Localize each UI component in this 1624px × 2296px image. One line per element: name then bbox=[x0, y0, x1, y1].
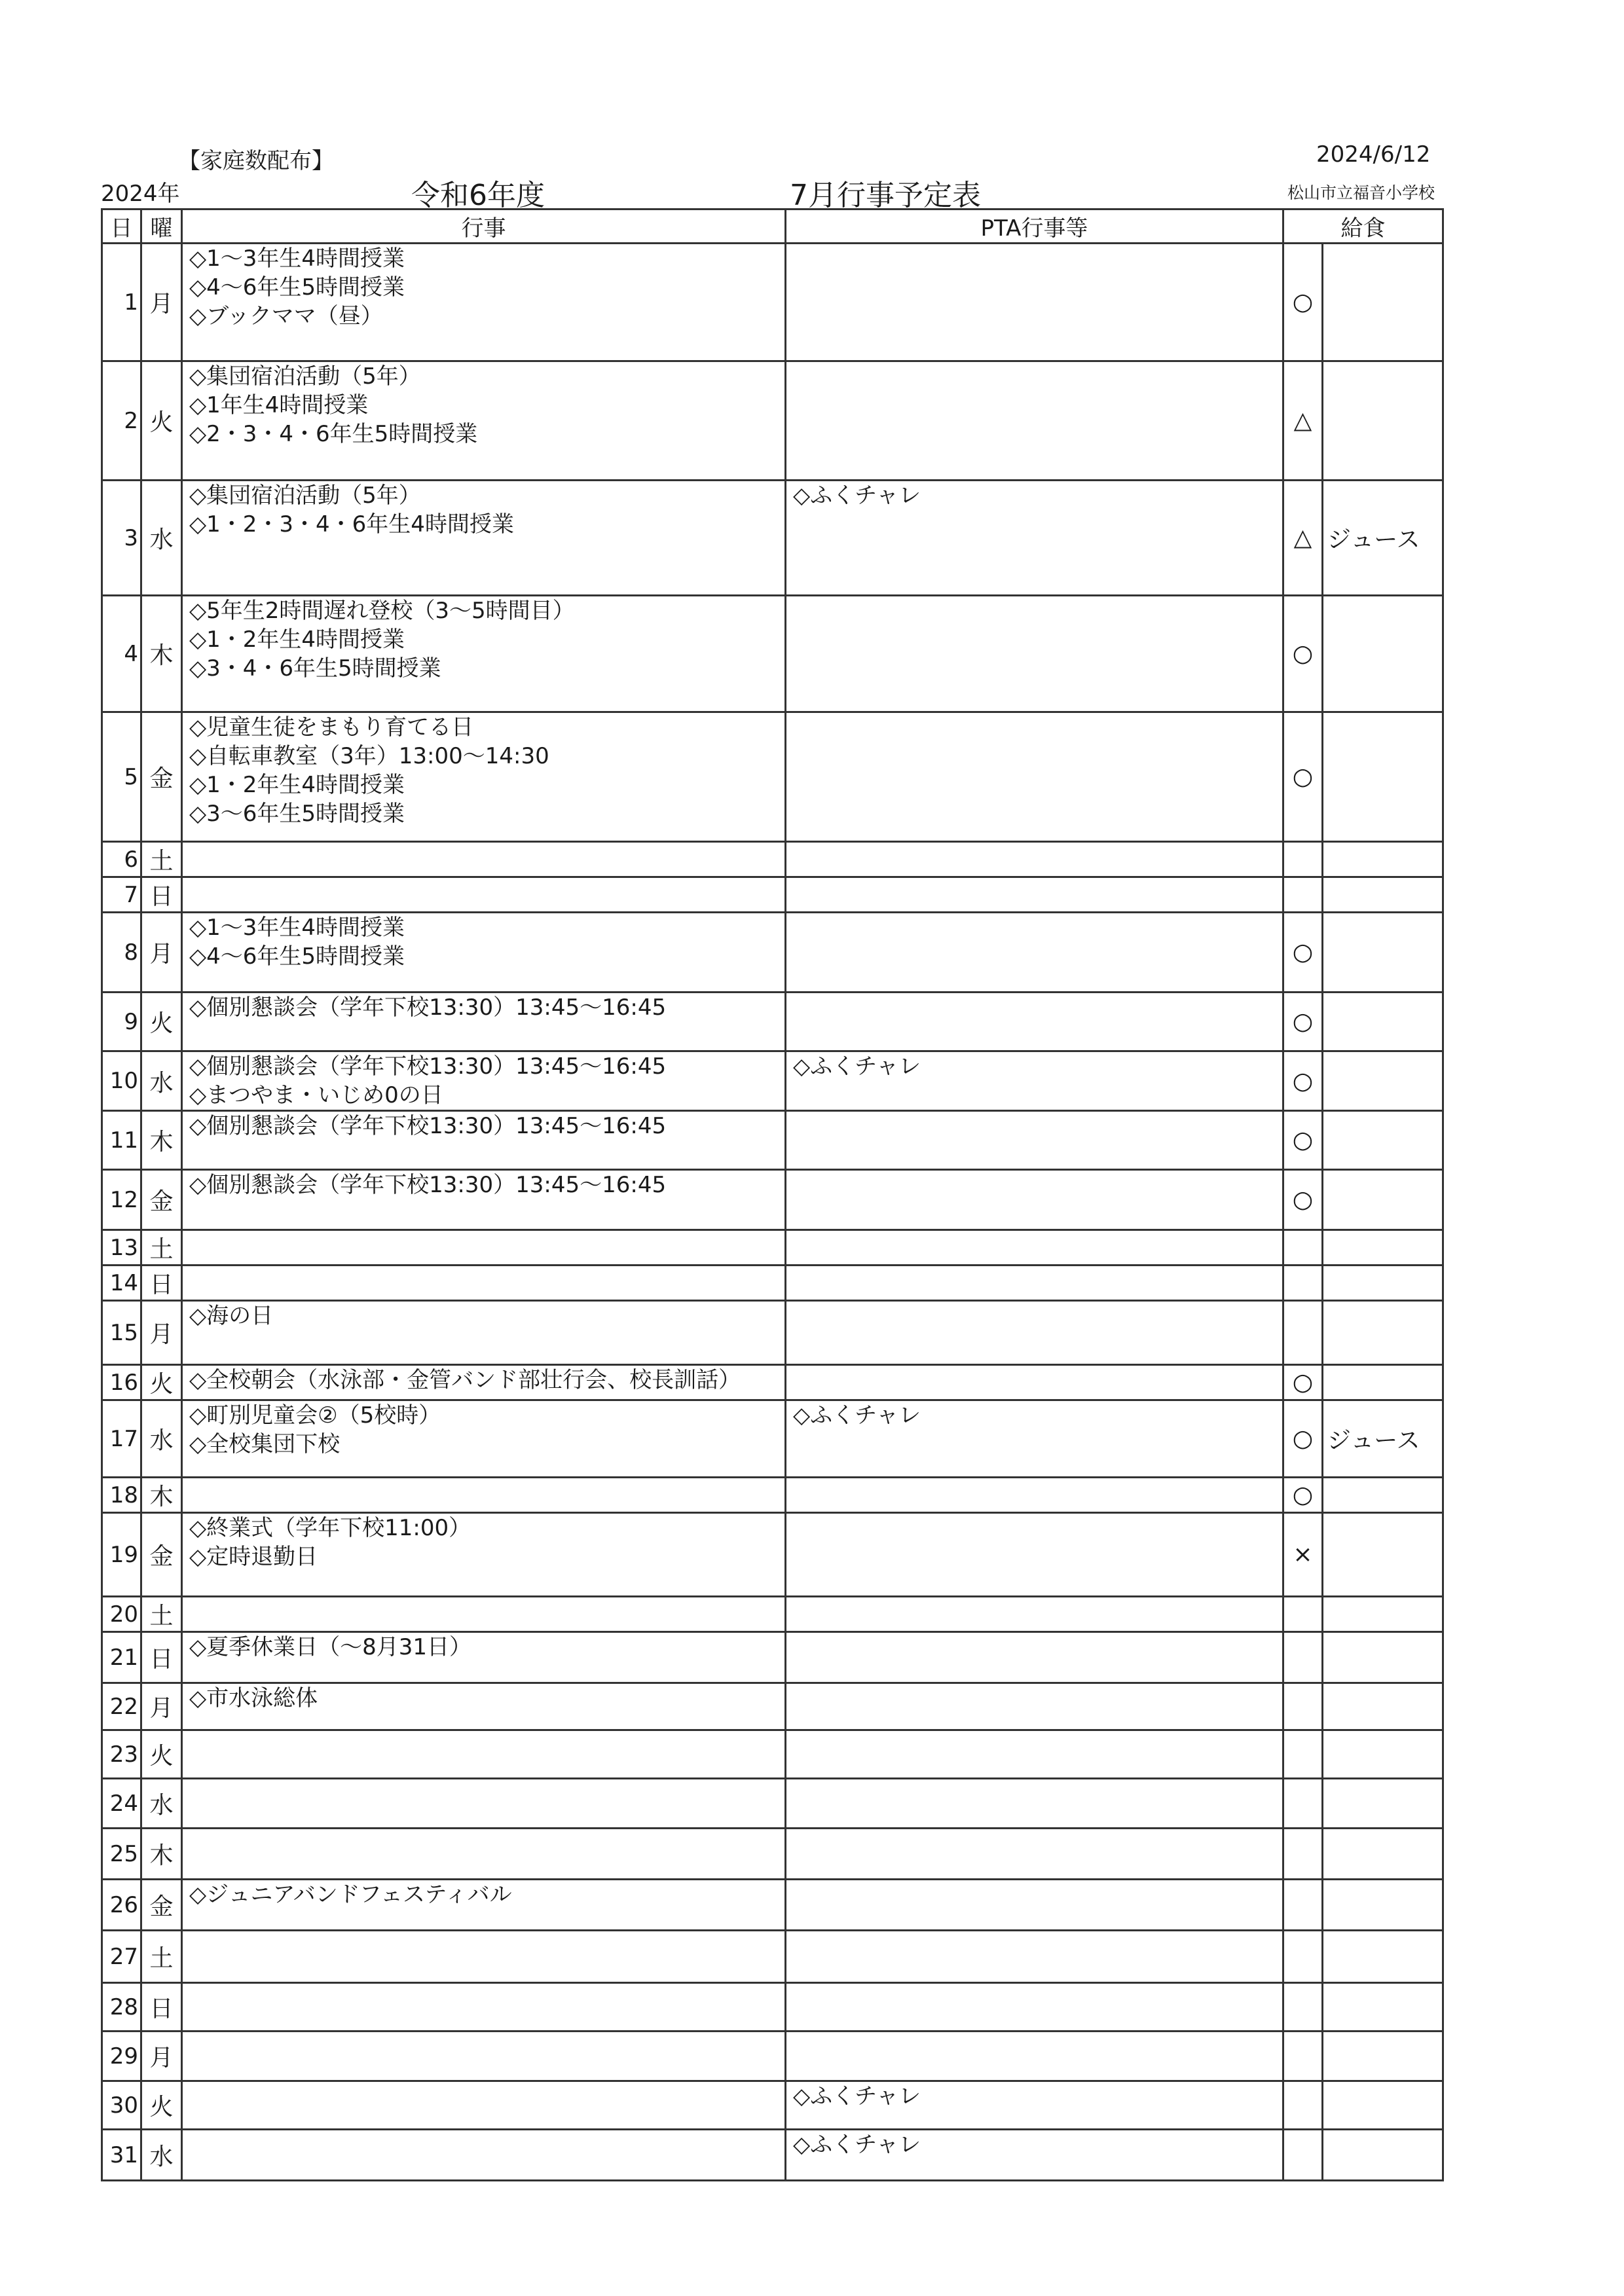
events-cell bbox=[182, 1683, 786, 1730]
lunch-note bbox=[1323, 913, 1443, 993]
day-cell: 9 bbox=[102, 993, 141, 1051]
events-cell bbox=[182, 913, 786, 993]
table-row bbox=[102, 1051, 1443, 1111]
lunch-note bbox=[1323, 1730, 1443, 1779]
lunch-note bbox=[1323, 1170, 1443, 1230]
events-cell bbox=[182, 1478, 786, 1513]
weekday-cell: 月 bbox=[141, 2032, 182, 2081]
events-cell bbox=[182, 244, 786, 361]
pta-cell bbox=[786, 1365, 1283, 1400]
day-cell: 13 bbox=[102, 1230, 141, 1266]
day-cell: 27 bbox=[102, 1931, 141, 1983]
lunch-note bbox=[1323, 1478, 1443, 1513]
lunch-note bbox=[1323, 1266, 1443, 1301]
page-title: 7月行事予定表 bbox=[790, 179, 981, 212]
event-item: ◇ブックママ（昼） bbox=[189, 303, 383, 329]
weekday-cell: 日 bbox=[141, 877, 182, 913]
lunch-mark bbox=[1283, 1301, 1323, 1365]
day-cell: 21 bbox=[102, 1632, 141, 1683]
table-row bbox=[102, 1400, 1443, 1478]
table-row bbox=[102, 1170, 1443, 1230]
weekday-cell: 木 bbox=[141, 1829, 182, 1880]
lunch-mark: △ bbox=[1283, 481, 1323, 596]
lunch-mark bbox=[1283, 1597, 1323, 1632]
table-row bbox=[102, 2032, 1443, 2081]
pta-cell bbox=[786, 2130, 1283, 2181]
table-row bbox=[102, 361, 1443, 481]
events-cell bbox=[182, 1301, 786, 1365]
lunch-note bbox=[1323, 1880, 1443, 1931]
pta-cell bbox=[786, 1051, 1283, 1111]
day-cell: 29 bbox=[102, 2032, 141, 2081]
lunch-note bbox=[1323, 1365, 1443, 1400]
weekday-cell: 金 bbox=[141, 1513, 182, 1597]
pta-cell bbox=[786, 1301, 1283, 1365]
pta-cell bbox=[786, 1683, 1283, 1730]
events-cell bbox=[182, 1730, 786, 1779]
pta-cell bbox=[786, 993, 1283, 1051]
weekday-cell: 土 bbox=[141, 842, 182, 877]
pta-cell bbox=[786, 1779, 1283, 1829]
pta-cell bbox=[786, 1478, 1283, 1513]
pta-cell bbox=[786, 1513, 1283, 1597]
weekday-cell: 木 bbox=[141, 1111, 182, 1170]
table-row bbox=[102, 1478, 1443, 1513]
header-row bbox=[102, 210, 1443, 244]
pta-cell bbox=[786, 481, 1283, 596]
table-row bbox=[102, 1730, 1443, 1779]
table-row bbox=[102, 2081, 1443, 2130]
weekday-cell: 金 bbox=[141, 712, 182, 842]
lunch-note bbox=[1323, 712, 1443, 842]
table-row bbox=[102, 1266, 1443, 1301]
weekday-cell: 日 bbox=[141, 1632, 182, 1683]
day-cell: 20 bbox=[102, 1597, 141, 1632]
weekday-cell: 水 bbox=[141, 481, 182, 596]
event-item: ◇4～6年生5時間授業 bbox=[189, 943, 405, 970]
lunch-note bbox=[1323, 993, 1443, 1051]
lunch-mark bbox=[1283, 2032, 1323, 2081]
events-cell bbox=[182, 1365, 786, 1400]
lunch-mark bbox=[1283, 1683, 1323, 1730]
pta-cell bbox=[786, 1230, 1283, 1266]
weekday-cell: 月 bbox=[141, 244, 182, 361]
lunch-note: ジュース bbox=[1323, 1400, 1443, 1478]
day-cell: 7 bbox=[102, 877, 141, 913]
day-cell: 16 bbox=[102, 1365, 141, 1400]
pta-cell bbox=[786, 2081, 1283, 2130]
lunch-note bbox=[1323, 596, 1443, 712]
events-cell bbox=[182, 1880, 786, 1931]
event-item: ◇終業式（学年下校11:00） bbox=[189, 1515, 471, 1541]
pta-cell bbox=[786, 361, 1283, 481]
pta-item: ◇ふくチャレ bbox=[793, 1053, 921, 1080]
weekday-cell: 土 bbox=[141, 1931, 182, 1983]
table-row bbox=[102, 1632, 1443, 1683]
event-item: ◇1・2・3・4・6年生4時間授業 bbox=[189, 511, 514, 538]
event-item: ◇1～3年生4時間授業 bbox=[189, 246, 405, 272]
event-item: ◇個別懇談会（学年下校13:30）13:45～16:45 bbox=[189, 1053, 667, 1080]
events-cell bbox=[182, 596, 786, 712]
weekday-cell: 火 bbox=[141, 2081, 182, 2130]
lunch-note bbox=[1323, 842, 1443, 877]
lunch-note bbox=[1323, 1597, 1443, 1632]
events-cell bbox=[182, 481, 786, 596]
day-cell: 15 bbox=[102, 1301, 141, 1365]
fiscal-year-label: 令和6年度 bbox=[411, 179, 545, 212]
pta-cell bbox=[786, 1400, 1283, 1478]
schedule-table bbox=[101, 208, 1444, 2181]
events-cell bbox=[182, 1983, 786, 2032]
weekday-cell: 火 bbox=[141, 1730, 182, 1779]
event-item: ◇1・2年生4時間授業 bbox=[189, 772, 405, 798]
events-cell bbox=[182, 1597, 786, 1632]
table-row bbox=[102, 712, 1443, 842]
lunch-mark bbox=[1283, 1880, 1323, 1931]
lunch-note bbox=[1323, 877, 1443, 913]
pta-cell bbox=[786, 244, 1283, 361]
pta-item: ◇ふくチャレ bbox=[793, 2083, 921, 2109]
day-cell: 30 bbox=[102, 2081, 141, 2130]
table-row bbox=[102, 1597, 1443, 1632]
events-cell bbox=[182, 1230, 786, 1266]
events-cell bbox=[182, 1051, 786, 1111]
events-cell bbox=[182, 1829, 786, 1880]
day-cell: 31 bbox=[102, 2130, 141, 2181]
lunch-mark: ○ bbox=[1283, 244, 1323, 361]
lunch-mark bbox=[1283, 2081, 1323, 2130]
pta-cell bbox=[786, 1170, 1283, 1230]
pta-cell bbox=[786, 1597, 1283, 1632]
day-cell: 4 bbox=[102, 596, 141, 712]
lunch-mark bbox=[1283, 1983, 1323, 2032]
events-cell bbox=[182, 2032, 786, 2081]
header-weekday: 曜 bbox=[141, 210, 182, 244]
table-row bbox=[102, 913, 1443, 993]
events-cell bbox=[182, 2130, 786, 2181]
lunch-mark: ○ bbox=[1283, 1051, 1323, 1111]
day-cell: 3 bbox=[102, 481, 141, 596]
pta-cell bbox=[786, 1983, 1283, 2032]
lunch-mark: × bbox=[1283, 1513, 1323, 1597]
events-cell bbox=[182, 877, 786, 913]
day-cell: 11 bbox=[102, 1111, 141, 1170]
lunch-mark: ○ bbox=[1283, 913, 1323, 993]
lunch-mark bbox=[1283, 877, 1323, 913]
pta-cell bbox=[786, 1829, 1283, 1880]
event-item: ◇全校朝会（水泳部・金管バンド部壮行会、校長訓話） bbox=[189, 1367, 741, 1393]
weekday-cell: 金 bbox=[141, 1880, 182, 1931]
pta-cell bbox=[786, 712, 1283, 842]
pta-cell bbox=[786, 913, 1283, 993]
lunch-note bbox=[1323, 1230, 1443, 1266]
lunch-mark: ○ bbox=[1283, 1478, 1323, 1513]
lunch-note bbox=[1323, 1683, 1443, 1730]
table-row bbox=[102, 1829, 1443, 1880]
pta-cell bbox=[786, 1931, 1283, 1983]
lunch-mark bbox=[1283, 2130, 1323, 2181]
event-item: ◇まつやま・いじめ0の日 bbox=[189, 1082, 443, 1108]
weekday-cell: 土 bbox=[141, 1230, 182, 1266]
lunch-note bbox=[1323, 1632, 1443, 1683]
day-cell: 12 bbox=[102, 1170, 141, 1230]
table-row bbox=[102, 1230, 1443, 1266]
events-cell bbox=[182, 1400, 786, 1478]
lunch-mark: ○ bbox=[1283, 993, 1323, 1051]
event-item: ◇2・3・4・6年生5時間授業 bbox=[189, 421, 478, 447]
events-cell bbox=[182, 1266, 786, 1301]
event-item: ◇夏季休業日（～8月31日） bbox=[189, 1634, 472, 1660]
lunch-mark: ○ bbox=[1283, 1111, 1323, 1170]
events-cell bbox=[182, 1170, 786, 1230]
event-item: ◇町別児童会②（5校時） bbox=[189, 1402, 441, 1429]
table-row bbox=[102, 1301, 1443, 1365]
day-cell: 2 bbox=[102, 361, 141, 481]
pta-cell bbox=[786, 1880, 1283, 1931]
events-cell bbox=[182, 1111, 786, 1170]
events-cell bbox=[182, 1513, 786, 1597]
distribution-label: 【家庭数配布】 bbox=[178, 148, 334, 174]
lunch-mark bbox=[1283, 1230, 1323, 1266]
events-cell bbox=[182, 361, 786, 481]
table-row bbox=[102, 1111, 1443, 1170]
table-row bbox=[102, 842, 1443, 877]
table-row bbox=[102, 1983, 1443, 2032]
event-item: ◇1・2年生4時間授業 bbox=[189, 627, 405, 653]
day-cell: 8 bbox=[102, 913, 141, 993]
pta-cell bbox=[786, 596, 1283, 712]
issue-date: 2024/6/12 bbox=[1316, 141, 1431, 168]
lunch-note bbox=[1323, 1051, 1443, 1111]
table-row bbox=[102, 1513, 1443, 1597]
day-cell: 26 bbox=[102, 1880, 141, 1931]
event-item: ◇個別懇談会（学年下校13:30）13:45～16:45 bbox=[189, 1172, 667, 1198]
table-row bbox=[102, 1683, 1443, 1730]
pta-cell bbox=[786, 842, 1283, 877]
weekday-cell: 木 bbox=[141, 1478, 182, 1513]
lunch-note bbox=[1323, 1829, 1443, 1880]
lunch-note bbox=[1323, 2081, 1443, 2130]
weekday-cell: 日 bbox=[141, 1266, 182, 1301]
header-events: 行事 bbox=[182, 210, 786, 244]
weekday-cell: 水 bbox=[141, 1779, 182, 1829]
table-row bbox=[102, 1880, 1443, 1931]
school-name: 松山市立福音小学校 bbox=[1287, 183, 1435, 202]
day-cell: 6 bbox=[102, 842, 141, 877]
weekday-cell: 月 bbox=[141, 1301, 182, 1365]
pta-item: ◇ふくチャレ bbox=[793, 2132, 921, 2158]
weekday-cell: 火 bbox=[141, 1365, 182, 1400]
header-lunch: 給食 bbox=[1283, 210, 1443, 244]
events-cell bbox=[182, 712, 786, 842]
event-item: ◇集団宿泊活動（5年） bbox=[189, 483, 421, 509]
pta-cell bbox=[786, 2032, 1283, 2081]
event-item: ◇市水泳総体 bbox=[189, 1685, 318, 1711]
events-cell bbox=[182, 842, 786, 877]
events-cell bbox=[182, 1779, 786, 1829]
day-cell: 10 bbox=[102, 1051, 141, 1111]
pta-cell bbox=[786, 1632, 1283, 1683]
events-cell bbox=[182, 2081, 786, 2130]
table-row bbox=[102, 1779, 1443, 1829]
event-item: ◇4～6年生5時間授業 bbox=[189, 274, 405, 301]
event-item: ◇1年生4時間授業 bbox=[189, 392, 369, 418]
lunch-note bbox=[1323, 1779, 1443, 1829]
event-item: ◇ジュニアバンドフェスティバル bbox=[189, 1882, 512, 1908]
day-cell: 5 bbox=[102, 712, 141, 842]
weekday-cell: 水 bbox=[141, 1400, 182, 1478]
lunch-mark: ○ bbox=[1283, 1400, 1323, 1478]
weekday-cell: 木 bbox=[141, 596, 182, 712]
day-cell: 28 bbox=[102, 1983, 141, 2032]
lunch-mark: △ bbox=[1283, 361, 1323, 481]
weekday-cell: 月 bbox=[141, 913, 182, 993]
event-item: ◇5年生2時間遅れ登校（3～5時間目） bbox=[189, 598, 575, 624]
pta-item: ◇ふくチャレ bbox=[793, 1402, 921, 1429]
weekday-cell: 水 bbox=[141, 1051, 182, 1111]
lunch-mark: ○ bbox=[1283, 712, 1323, 842]
lunch-note bbox=[1323, 1931, 1443, 1983]
day-cell: 17 bbox=[102, 1400, 141, 1478]
lunch-note: ジュース bbox=[1323, 481, 1443, 596]
table-row bbox=[102, 1931, 1443, 1983]
weekday-cell: 金 bbox=[141, 1170, 182, 1230]
lunch-mark bbox=[1283, 1931, 1323, 1983]
table-row bbox=[102, 993, 1443, 1051]
lunch-note bbox=[1323, 361, 1443, 481]
event-item: ◇定時退勤日 bbox=[189, 1544, 318, 1570]
event-item: ◇3・4・6年生5時間授業 bbox=[189, 655, 441, 682]
weekday-cell: 日 bbox=[141, 1983, 182, 2032]
table-row bbox=[102, 481, 1443, 596]
lunch-mark: ○ bbox=[1283, 596, 1323, 712]
lunch-note bbox=[1323, 1513, 1443, 1597]
day-cell: 23 bbox=[102, 1730, 141, 1779]
day-cell: 18 bbox=[102, 1478, 141, 1513]
event-item: ◇個別懇談会（学年下校13:30）13:45～16:45 bbox=[189, 994, 667, 1021]
events-cell bbox=[182, 1931, 786, 1983]
event-item: ◇自転車教室（3年）13:00～14:30 bbox=[189, 743, 549, 769]
year-label: 2024年 bbox=[101, 181, 180, 207]
lunch-mark: ○ bbox=[1283, 1170, 1323, 1230]
weekday-cell: 土 bbox=[141, 1597, 182, 1632]
weekday-cell: 水 bbox=[141, 2130, 182, 2181]
weekday-cell: 月 bbox=[141, 1683, 182, 1730]
event-item: ◇個別懇談会（学年下校13:30）13:45～16:45 bbox=[189, 1113, 667, 1139]
day-cell: 24 bbox=[102, 1779, 141, 1829]
events-cell bbox=[182, 1632, 786, 1683]
table-row bbox=[102, 877, 1443, 913]
pta-item: ◇ふくチャレ bbox=[793, 483, 921, 509]
day-cell: 1 bbox=[102, 244, 141, 361]
event-item: ◇海の日 bbox=[189, 1303, 274, 1329]
event-item: ◇全校集団下校 bbox=[189, 1431, 341, 1457]
day-cell: 25 bbox=[102, 1829, 141, 1880]
pta-cell bbox=[786, 1266, 1283, 1301]
lunch-mark bbox=[1283, 1779, 1323, 1829]
event-item: ◇集団宿泊活動（5年） bbox=[189, 363, 421, 390]
table-row bbox=[102, 2130, 1443, 2181]
lunch-note bbox=[1323, 1111, 1443, 1170]
day-cell: 14 bbox=[102, 1266, 141, 1301]
day-cell: 22 bbox=[102, 1683, 141, 1730]
lunch-mark bbox=[1283, 1829, 1323, 1880]
pta-cell bbox=[786, 1111, 1283, 1170]
lunch-note bbox=[1323, 1301, 1443, 1365]
pta-cell bbox=[786, 1730, 1283, 1779]
lunch-note bbox=[1323, 2130, 1443, 2181]
table-row bbox=[102, 596, 1443, 712]
event-item: ◇児童生徒をまもり育てる日 bbox=[189, 714, 474, 740]
weekday-cell: 火 bbox=[141, 993, 182, 1051]
events-cell bbox=[182, 993, 786, 1051]
header-pta: PTA行事等 bbox=[786, 210, 1283, 244]
table-row bbox=[102, 1365, 1443, 1400]
lunch-note bbox=[1323, 2032, 1443, 2081]
lunch-mark: ○ bbox=[1283, 1365, 1323, 1400]
day-cell: 19 bbox=[102, 1513, 141, 1597]
table-row bbox=[102, 244, 1443, 361]
pta-cell bbox=[786, 877, 1283, 913]
event-item: ◇3～6年生5時間授業 bbox=[189, 801, 405, 827]
lunch-mark bbox=[1283, 842, 1323, 877]
lunch-mark bbox=[1283, 1730, 1323, 1779]
event-item: ◇1～3年生4時間授業 bbox=[189, 915, 405, 941]
lunch-mark bbox=[1283, 1632, 1323, 1683]
header-day: 日 bbox=[102, 210, 141, 244]
lunch-note bbox=[1323, 244, 1443, 361]
lunch-note bbox=[1323, 1983, 1443, 2032]
lunch-mark bbox=[1283, 1266, 1323, 1301]
weekday-cell: 火 bbox=[141, 361, 182, 481]
